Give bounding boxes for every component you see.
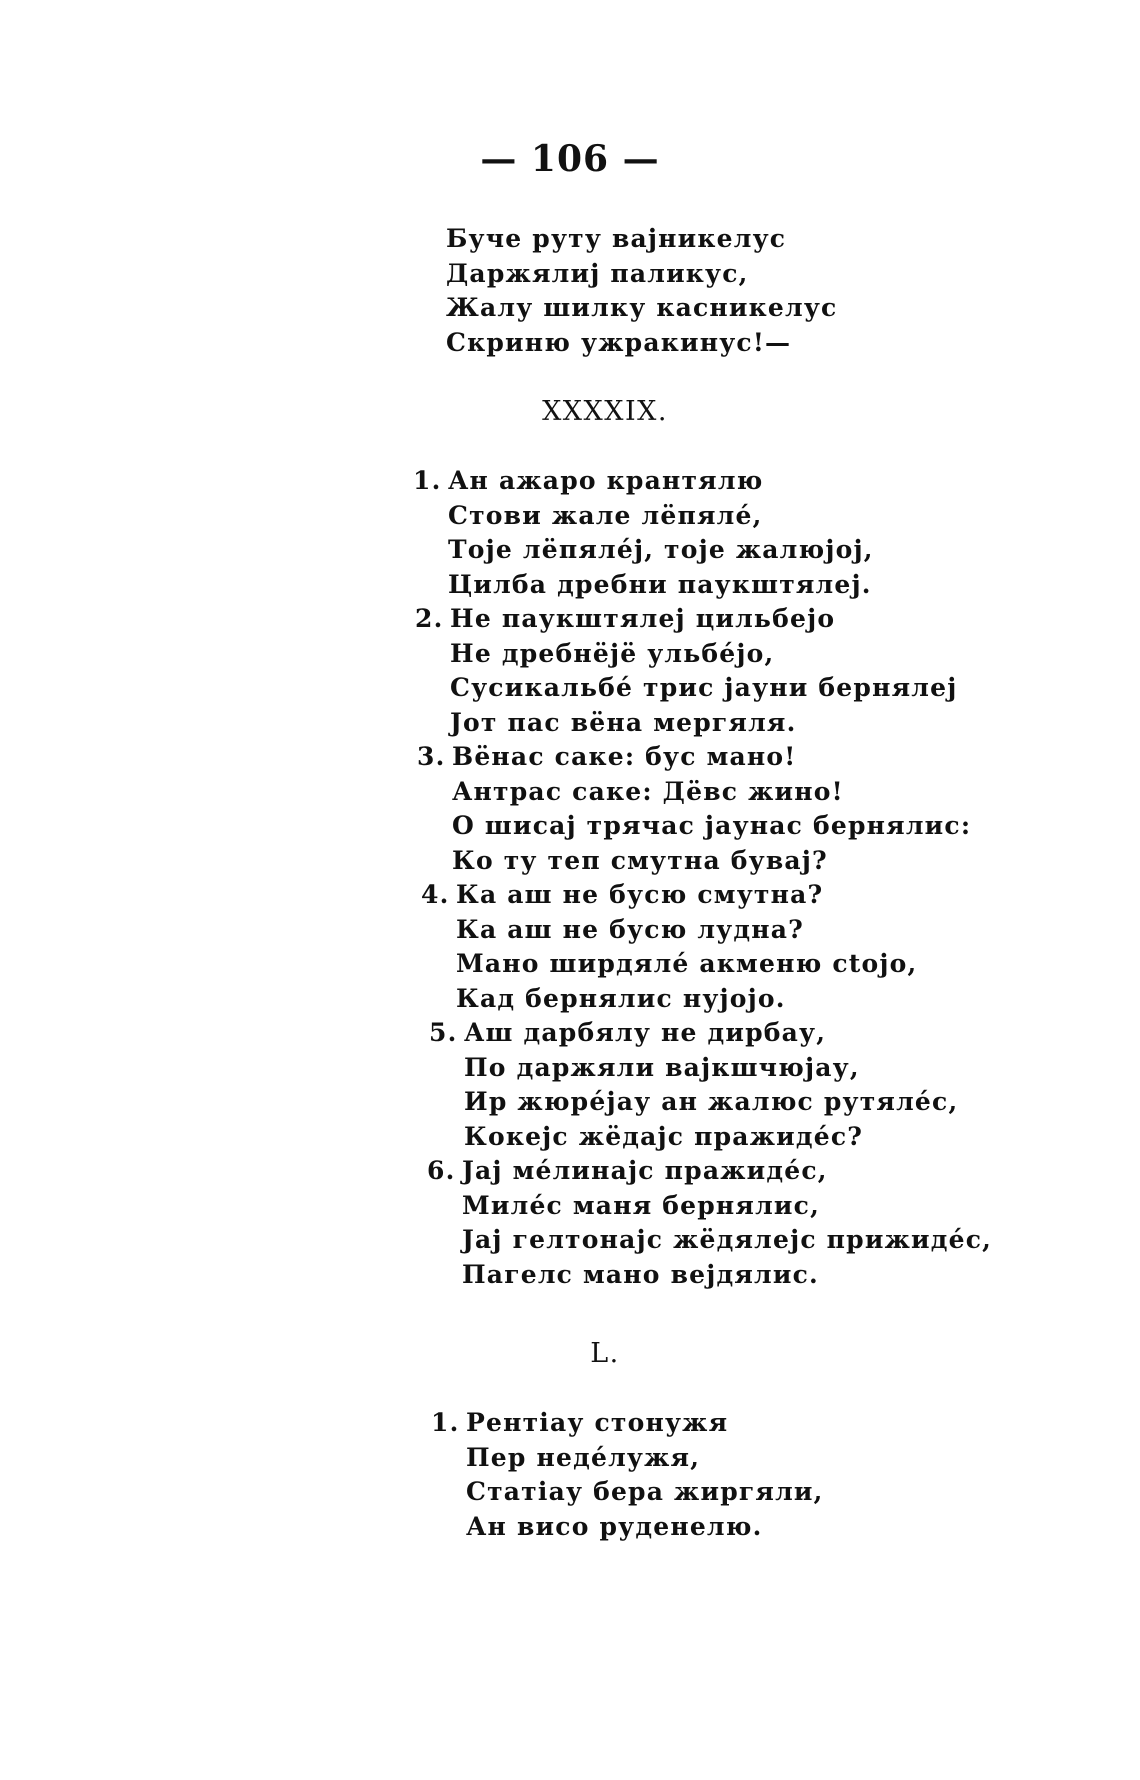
verse-line: Ир жюрéјау ан жалюс рутялéс, bbox=[464, 1087, 959, 1116]
verse-line: Стови жале лёпялé, bbox=[448, 500, 763, 530]
verse-text: Вёнас саке: бус мано! bbox=[452, 742, 797, 771]
verse-line: Сусикальбé трис јауни бернялеј bbox=[450, 673, 958, 702]
verse-line bbox=[413, 464, 874, 499]
verse-line: По даржяли вајкшчюјау, bbox=[464, 1052, 860, 1082]
stanza-5 bbox=[429, 1016, 959, 1154]
verse-line bbox=[431, 1406, 824, 1441]
verse-line bbox=[417, 740, 971, 775]
stanza-number: 5. bbox=[429, 1018, 458, 1047]
verse-line: Дaржялиј паликус, bbox=[446, 258, 749, 288]
verse-text: Рентіау стонужя bbox=[466, 1408, 729, 1437]
stanza-number: 6. bbox=[427, 1156, 456, 1185]
verse-line: Жалу шилку касникелус bbox=[446, 293, 838, 322]
verse-text: Аш дарбялу не дирбау, bbox=[464, 1018, 827, 1047]
stanza-6 bbox=[427, 1154, 993, 1292]
verse-line: Јот пас вёна мергяля. bbox=[450, 707, 797, 737]
verse-line: Тоје лёпялéј, тоје жалюјој, bbox=[448, 535, 874, 564]
stanza-number: 1. bbox=[431, 1408, 460, 1437]
verse-line: Милéс маня бернялис, bbox=[462, 1190, 820, 1220]
stanza-2 bbox=[415, 602, 958, 740]
page-number: — 106 — bbox=[480, 138, 660, 180]
verse-line: Не дребнёјё ульбéјо, bbox=[450, 638, 775, 668]
verse-text: Не паукштялеј цильбејо bbox=[450, 604, 836, 633]
stanza-l-1 bbox=[431, 1406, 824, 1544]
verse-line: Скриню ужракинус!— bbox=[446, 327, 792, 357]
verse-line: Ан висо руденелю. bbox=[466, 1511, 763, 1541]
stanza-4 bbox=[421, 878, 918, 1016]
verse-line: Кад бернялис нујојо. bbox=[456, 983, 786, 1013]
verse-text: Ка аш не бусю смутна? bbox=[456, 880, 824, 909]
stanza-number: 2. bbox=[415, 604, 444, 633]
verse-line: Цилба дребни паукштялеј. bbox=[448, 569, 872, 599]
verse-line: Пер недéлужя, bbox=[466, 1442, 701, 1472]
verse-line: Статіау бера жиргяли, bbox=[466, 1477, 824, 1506]
verse-line bbox=[421, 878, 917, 913]
verse-text: Ан ажаро крантялю bbox=[448, 466, 764, 495]
verse-line: Кокејс жёдајс пражидéс? bbox=[464, 1121, 864, 1151]
verse-line: Буче руту вајникелус bbox=[446, 224, 787, 253]
verse-line: Пагелс мано вејдялис. bbox=[462, 1259, 819, 1289]
section-title-39: XXXXIX. bbox=[542, 396, 668, 427]
verse-line bbox=[429, 1016, 958, 1051]
verse-text: Јај мéлинајс пражидéс, bbox=[462, 1156, 828, 1185]
verse-line bbox=[415, 602, 957, 637]
verse-line: Антрас саке: Дёвс жино! bbox=[452, 776, 844, 806]
verse-line bbox=[427, 1154, 992, 1189]
verse-line: Јај гелтонајс жёдялејс прижидéс, bbox=[462, 1225, 993, 1254]
stanza-number: 4. bbox=[421, 880, 450, 909]
stanza-1 bbox=[413, 464, 874, 602]
stanza-3 bbox=[417, 740, 972, 878]
section-title-50: L. bbox=[590, 1338, 620, 1369]
verse-line: Мано ширдялé акменю сtојо, bbox=[456, 949, 918, 978]
intro-verse bbox=[446, 222, 837, 360]
stanza-number: 1. bbox=[413, 466, 442, 495]
verse-line: О шисај трячас јаунас бернялис: bbox=[452, 811, 972, 840]
verse-line: Ко ту теп смутна бувај? bbox=[452, 845, 828, 875]
stanza-number: 3. bbox=[417, 742, 446, 771]
verse-line: Ка аш не бусю лудна? bbox=[456, 914, 804, 944]
